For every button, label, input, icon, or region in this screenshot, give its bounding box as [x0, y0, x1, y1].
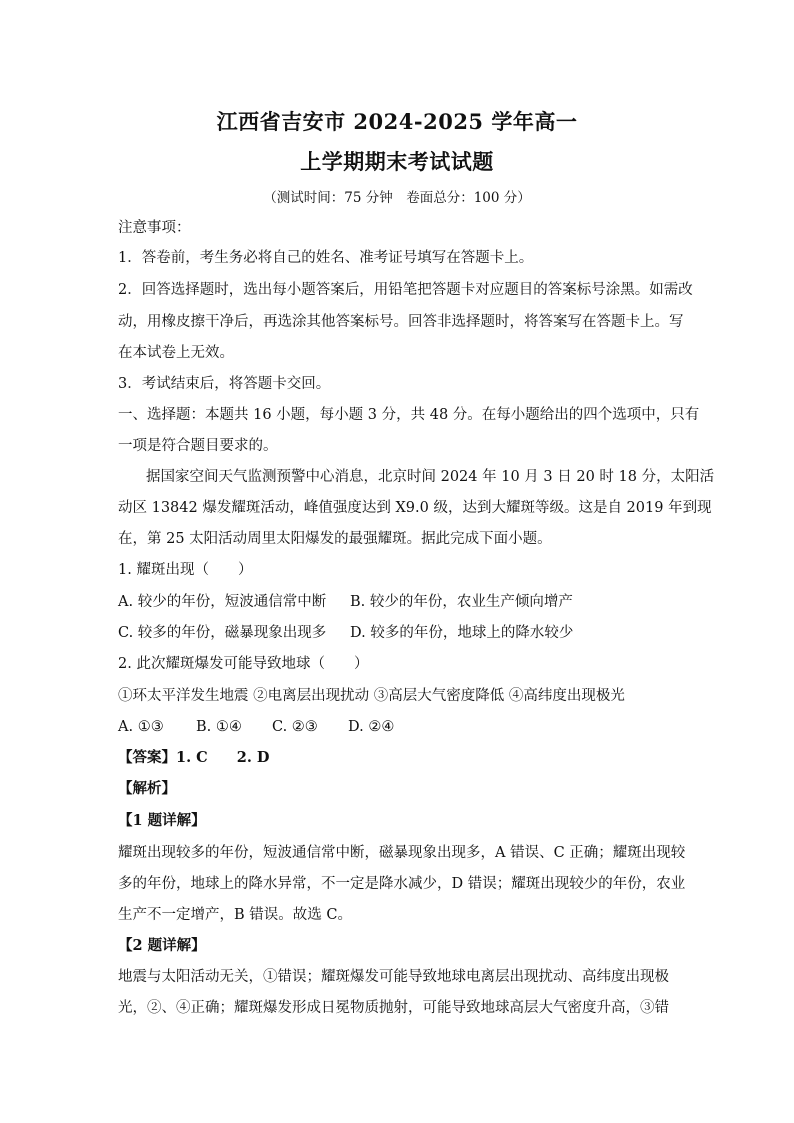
q2-detail-heading: 【2 题详解】	[118, 937, 206, 954]
q2-option-b: B. ①④	[196, 719, 242, 735]
q1-option-d: D. 较多的年份，地球上的降水较少	[350, 625, 574, 641]
q2-option-a: A. ①③	[118, 719, 164, 735]
notice-heading: 注意事项：	[118, 220, 191, 236]
title-line-2: 上学期期末考试试题	[300, 149, 494, 174]
q1-detail-heading: 【1 题详解】	[118, 812, 206, 829]
q1-option-b: B. 较少的年份，农业生产倾向增产	[350, 594, 573, 610]
q2-option-c: C. ②③	[272, 719, 318, 735]
q1-detail-line: 生产不一定增产，B 错误。故选 C。	[118, 907, 352, 923]
notice-line: 在本试卷上无效。	[118, 345, 234, 361]
notice-line: 动，用橡皮擦干净后，再选涂其他答案标号。回答非选择题时，将答案写在答题卡上。写	[118, 314, 684, 330]
q1-detail-line: 多的年份，地球上的降水异常，不一定是降水减少，D 错误；耀斑出现较少的年份，农业	[118, 876, 686, 892]
q2-option-d: D. ②④	[348, 719, 395, 735]
notice-line: 2．回答选择题时，选出每小题答案后，用铅笔把答题卡对应题目的答案标号涂黑。如需改	[118, 282, 693, 298]
passage-line: 据国家空间天气监测预警中心消息，北京时间 2024 年 10 月 3 日 20 时 18 分，太阳活	[146, 469, 715, 485]
section-heading: 一项是符合题目要求的。	[118, 438, 278, 454]
q2-detail-line: 光，②、④正确；耀斑爆发形成日冕物质抛射，可能导致地球高层大气密度升高，③错	[118, 1000, 669, 1016]
q2-items: ①环太平洋发生地震 ②电离层出现扰动 ③高层大气密度降低 ④高纬度出现极光	[118, 688, 625, 704]
q2-stem: 2. 此次耀斑爆发可能导致地球（ ）	[118, 656, 369, 672]
q1-option-c: C. 较多的年份，磁暴现象出现多	[118, 625, 327, 641]
passage-line: 动区 13842 爆发耀斑活动，峰值强度达到 X9.0 级，达到大耀斑等级。这是自 2019 年到现	[118, 500, 712, 516]
answer-line: 【答案】1. C 2. D	[118, 749, 270, 766]
analysis-heading: 【解析】	[118, 780, 176, 797]
title-line-1: 江西省吉安市 2024-2025 学年高一	[216, 109, 578, 134]
section-heading: 一、选择题：本题共 16 小题，每小题 3 分，共 48 分。在每小题给出的四个选项中，只有	[118, 407, 700, 423]
exam-info: （测试时间：75 分钟 卷面总分：100 分）	[263, 190, 531, 206]
q1-detail-line: 耀斑出现较多的年份，短波通信常中断，磁暴现象出现多，A 错误、C 正确；耀斑出现较	[118, 845, 686, 861]
q2-detail-line: 地震与太阳活动无关，①错误；耀斑爆发可能导致地球电离层出现扰动、高纬度出现极	[118, 969, 669, 985]
q1-stem: 1. 耀斑出现（ ）	[118, 562, 253, 578]
passage-line: 在，第 25 太阳活动周里太阳爆发的最强耀斑。据此完成下面小题。	[118, 531, 552, 547]
notice-line: 3．考试结束后，将答题卡交回。	[118, 376, 331, 392]
notice-line: 1．答卷前，考生务必将自己的姓名、准考证号填写在答题卡上。	[118, 250, 534, 266]
q1-option-a: A. 较少的年份，短波通信常中断	[118, 594, 327, 610]
